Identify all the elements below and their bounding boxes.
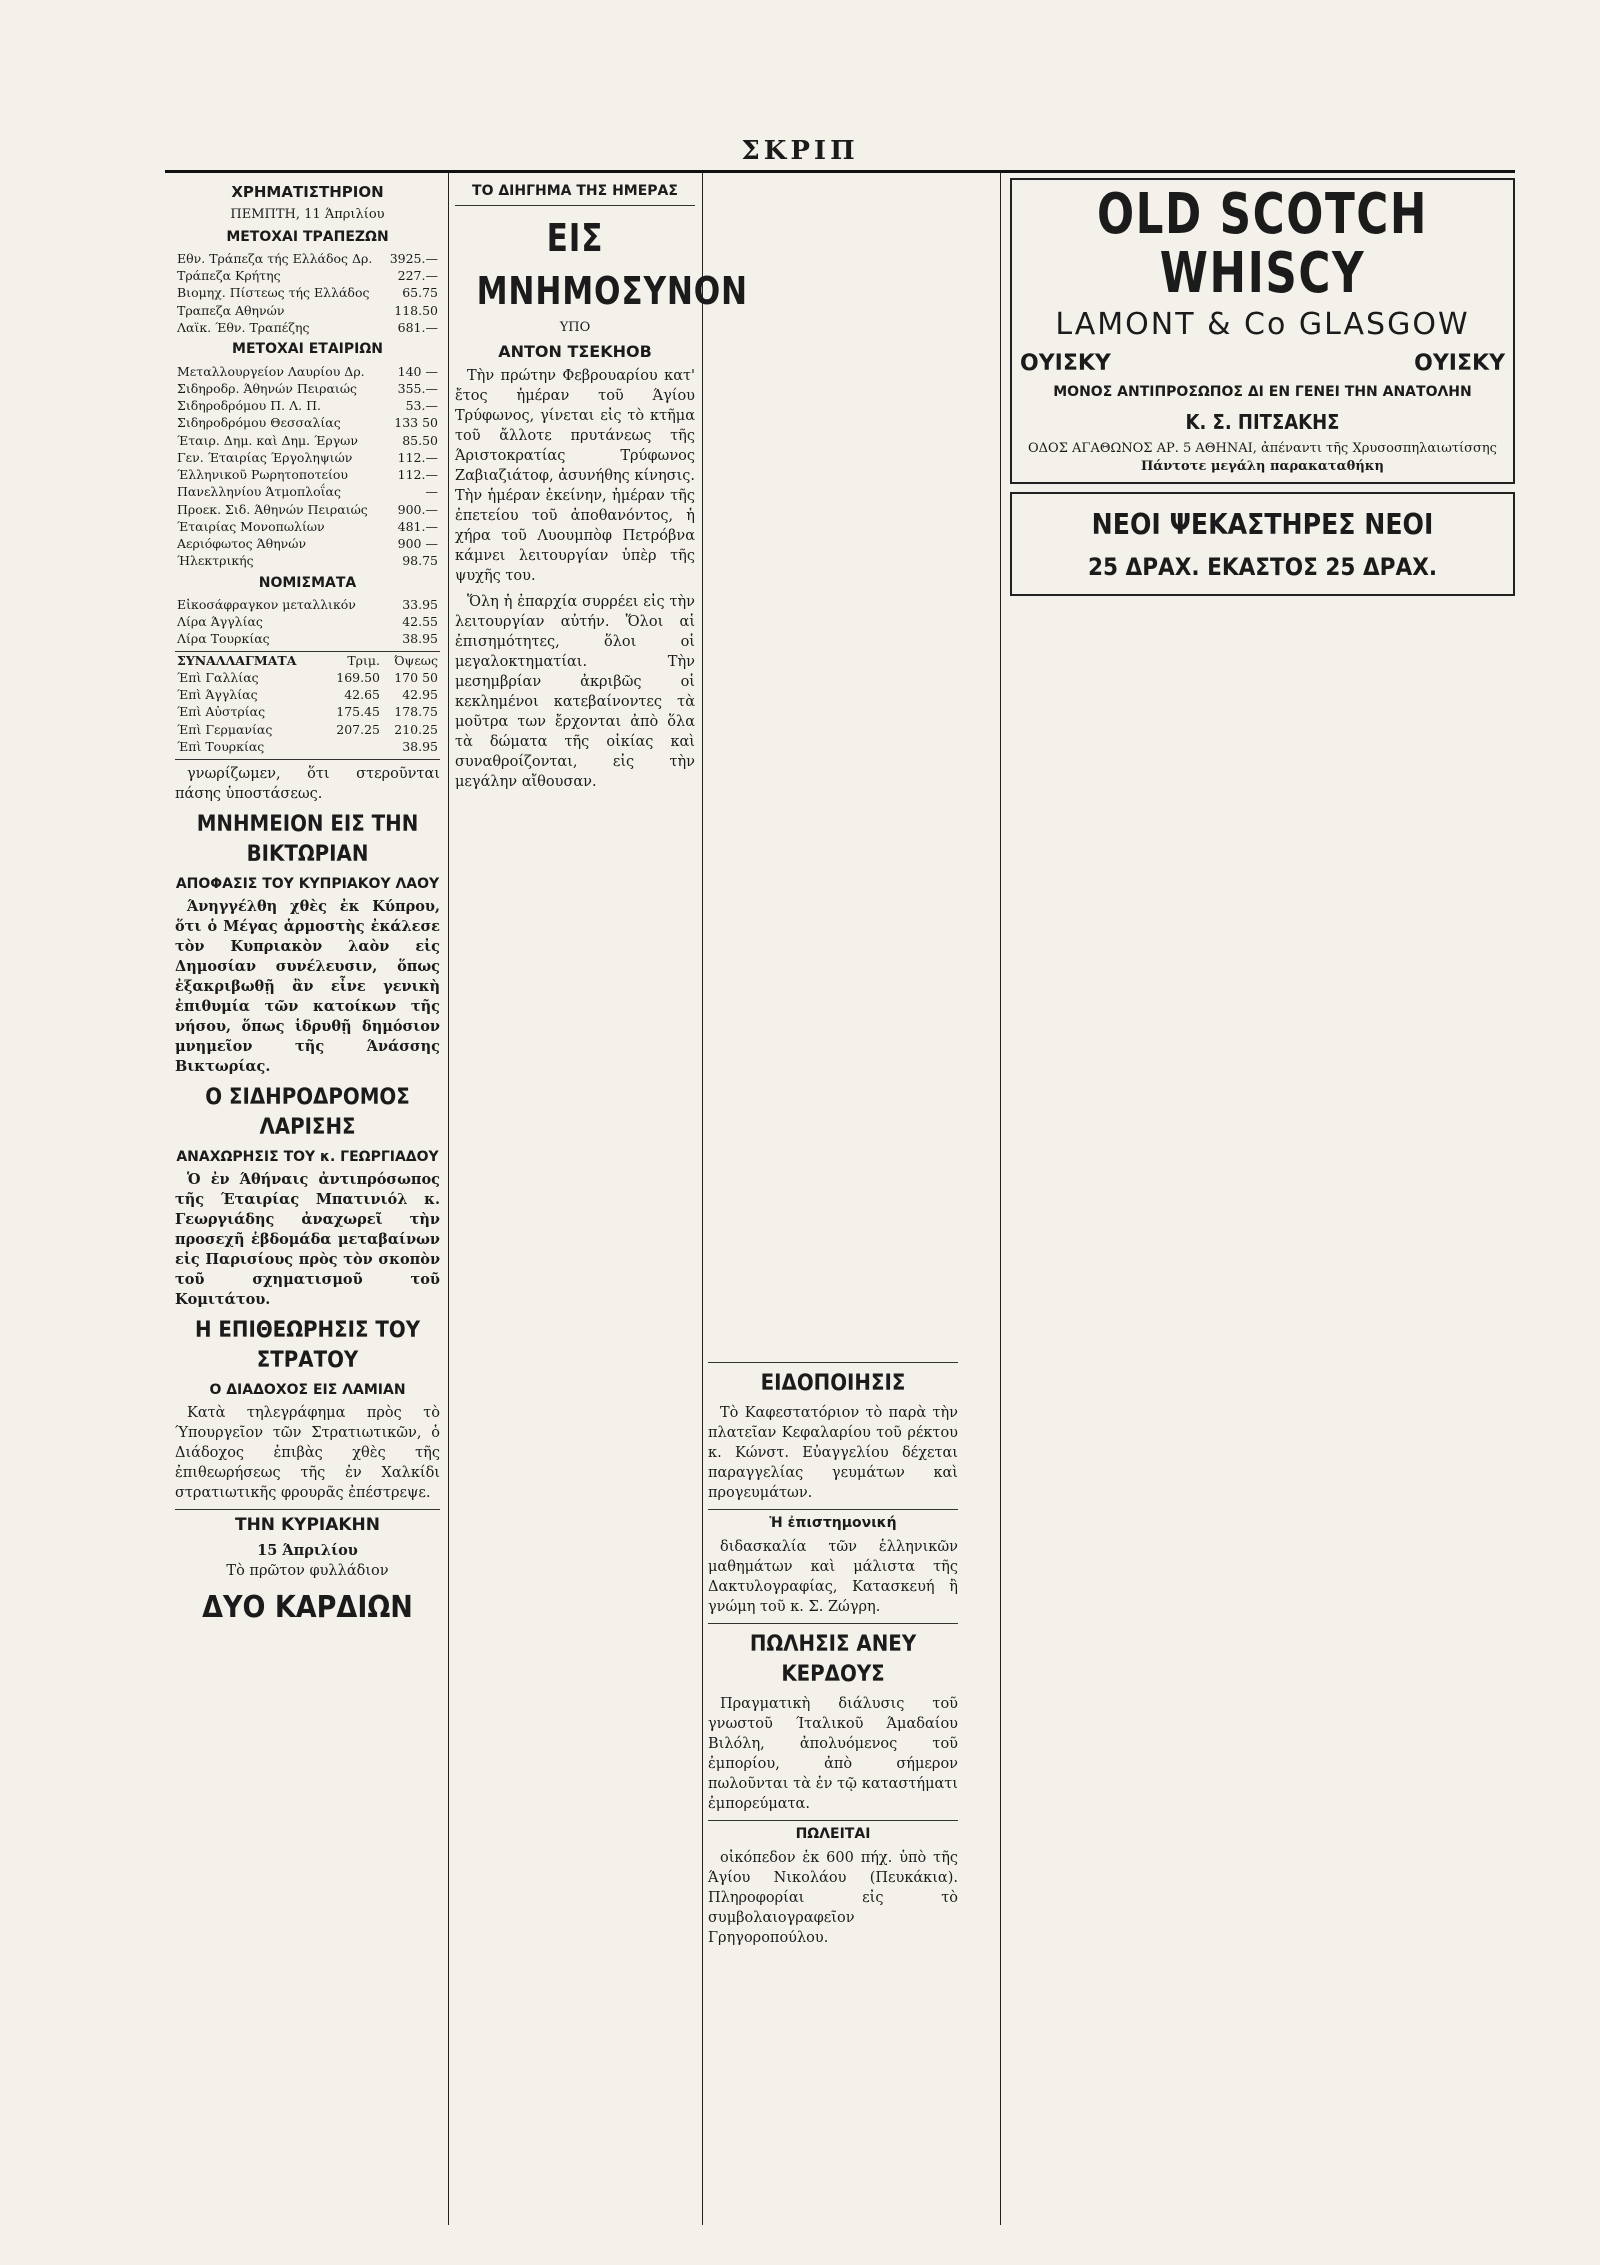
- quote-name: Γεν. Έταιρίας Έργοληψιών: [177, 449, 353, 465]
- victoria-subtitle: ΑΠΟΦΑΣΙΣ ΤΟΥ ΚΥΠΡΙΑΚΟΥ ΛΑΟΥ: [175, 875, 440, 892]
- story-kicker: ΤΟ ΔΙΗΓΗΜΑ ΤΗΣ ΗΜΕΡΑΣ: [472, 183, 678, 199]
- divider: [708, 1820, 958, 1821]
- fx-term: 207.25: [336, 721, 381, 737]
- table-row: [175, 738, 440, 755]
- railway-subtitle: ΑΝΑΧΩΡΗΣΙΣ ΤΟΥ κ. ΓΕΩΡΓΙΑΔΟΥ: [176, 1148, 439, 1165]
- divider: [175, 759, 440, 760]
- railway-body: Ὁ ἐν Άθήναις ἀντιπρόσωπος τῆς Έταιρίας Μπατινιόλ κ. Γεωργιάδης ἀναχωρεῖ τὴν προσεχῆ ἑβδομάδα μεταβαίνων εἰς Παρισίους πρὸς τὸν σκοπὸν τοῦ σχηματισμοῦ τοῦ Κομιτάτου.: [175, 1171, 440, 1309]
- quote-name: Λίρα Άγγλίας: [177, 614, 263, 630]
- table-row: [175, 250, 440, 267]
- column-rule-2: [702, 172, 703, 2225]
- fx-term: [324, 738, 382, 755]
- victoria-body: Άνηγγέλθη χθὲς ἐκ Κύπρου, ὅτι ὁ Μέγας ἁρμοστὴς ἐκάλεσε τὸν Κυπριακὸν λαὸν εἰς Δημοσίαν συνέλευσιν, ὅπως ἐξακριβωθῇ ἂν εἶνε γενικὴ ἐπιθυμία τῶν κατοίκων τῆς νήσου, ὅπως ἱδρυθῇ δημόσιον μνημεῖον τῆς Άνάσσης Βικτωρίας.: [175, 898, 440, 1076]
- quote-name: Σιδηροδρόμου Π. Λ. Π.: [177, 398, 321, 413]
- table-row: [175, 552, 440, 569]
- notices-body: Τὸ Καφεστατόριον τὸ παρὰ τὴν πλατεῖαν Κεφαλαρίου τοῦ ρέκτου κ. Κώνστ. Εὐαγγελίου δέχεται παραγγελίας γευμάτων καὶ προγευμάτων.: [708, 1405, 958, 1502]
- table-row: [175, 267, 440, 284]
- table-row: [175, 397, 440, 414]
- quote-name: Σιδηροδρόμου Θεσσαλίας: [177, 415, 341, 431]
- quote-name: Εθν. Τράπεζα τής Ελλάδος Δρ.: [177, 250, 373, 266]
- science-body: διδασκαλία τῶν ἑλληνικῶν μαθημάτων καὶ μάλιστα τῆς Δακτυλογραφίας, Κατασκευή ἢ γνώμη τοῦ κ. Σ. Ζώγρη.: [708, 1538, 958, 1615]
- whisky-label: ΟΥΙΣΚΥ: [1020, 350, 1111, 376]
- column-4-ads: [1010, 178, 1515, 2228]
- sale-body: Πραγματικὴ διάλυσις τοῦ γνωστοῦ Ίταλικοῦ Άμαδαίου Βιλόλη, ἀπολυόμενος τοῦ ἐμπορίου, ἀπὸ σήμερον πωλοῦνται τὰ ἐν τῷ καταστήματι ἐμπορεύματα.: [708, 1696, 958, 1813]
- fx-header-row: [175, 651, 440, 669]
- science-title: Ἡ ἐπιστημονική: [769, 1515, 897, 1532]
- quote-value: 112.—: [397, 449, 438, 465]
- table-row: [175, 414, 440, 431]
- fx-header: Τριμ.: [347, 652, 381, 668]
- company-shares-table: [175, 363, 440, 570]
- column-3: [708, 178, 958, 2228]
- whisky-title: OLD SCOTCH WHISCY: [1096, 182, 1429, 306]
- whisky-label: ΟΥΙΣΚΥ: [1414, 350, 1505, 376]
- whisky-rep: ΜΟΝΟΣ ΑΝΤΙΠΡΟΣΩΠΟΣ ΔΙ ΕΝ ΓΕΝΕΙ ΤΗΝ ΑΝΑΤΟΛΗΝ: [1053, 384, 1472, 401]
- sunday-line: Τὸ πρῶτον φυλλάδιον: [226, 1562, 389, 1579]
- table-row: [175, 363, 440, 380]
- quote-value: 112.—: [397, 467, 438, 482]
- quote-value: 53.—: [405, 398, 438, 413]
- quote-value: 65.75: [402, 285, 438, 301]
- quote-value: 681.—: [397, 319, 438, 335]
- quote-name: Λαϊκ. Έθν. Τραπέζης: [177, 319, 310, 335]
- quote-name: Έλληνικοῦ Ρωρητοποτείου: [177, 467, 349, 482]
- masthead-rule: [165, 170, 1515, 173]
- exchange-title: ΧΡΗΜΑΤΙΣΤΗΡΙΟΝ: [231, 183, 384, 201]
- whisky-label-row: [1020, 349, 1505, 379]
- divider: [708, 1509, 958, 1510]
- column-rule-3: [1000, 172, 1001, 2225]
- divider: [175, 1509, 440, 1510]
- table-row: [175, 483, 440, 500]
- fx-name: Έπὶ Γαλλίας: [177, 669, 259, 685]
- whisky-ad: [1010, 178, 1515, 484]
- company-shares-title: ΜΕΤΟΧΑΙ ΕΤΑΙΡΙΩΝ: [232, 341, 383, 358]
- currency-table: [175, 596, 440, 648]
- story-continuation-area: [708, 178, 958, 1358]
- column-rule-1: [448, 172, 449, 2225]
- sprayers-ad: [1010, 492, 1515, 596]
- quote-name: Μεταλλουργείον Λαυρίου Δρ.: [177, 363, 365, 379]
- fx-sight: 38.95: [402, 738, 438, 754]
- exchange-date: ΠΕΜΠΤΗ, 11 Άπριλίου: [230, 206, 385, 222]
- table-row: [175, 432, 440, 449]
- table-row: [175, 466, 440, 483]
- quote-name: Τράπεζα Κρήτης: [177, 268, 281, 284]
- table-row: [175, 380, 440, 397]
- table-row: [175, 721, 440, 738]
- quote-name: Εἰκοσάφραγκον μεταλλικόν: [177, 596, 356, 612]
- table-row: [175, 518, 440, 535]
- table-row: [175, 302, 440, 319]
- quote-value: —: [425, 484, 438, 500]
- table-row: [175, 686, 440, 703]
- column-1: [175, 178, 440, 2228]
- quote-value: 118.50: [394, 302, 438, 318]
- sunday-big: ΔΥΟ ΚΑΡΔΙΩΝ: [202, 1589, 413, 1625]
- story-by: ΥΠΟ: [559, 320, 591, 336]
- quote-value: 33.95: [402, 596, 438, 612]
- fx-sight: 210.25: [394, 721, 438, 737]
- whisky-address: ΟΔΟΣ ΑΓΑΘΩΝΟΣ ΑΡ. 5 ΑΘΗΝΑΙ, ἀπέναντι τῆς Χρυσοσπηλαιωτίσσης: [1028, 441, 1497, 457]
- masthead: ΣΚΡΙΠ: [741, 136, 859, 166]
- quote-name: Αεριόφωτος Άθηνών: [177, 536, 307, 551]
- story-author: ΑΝΤΟΝ ΤΣΕΚΗΟΒ: [498, 342, 652, 362]
- sunday-title: ΤΗΝ ΚΥΡΙΑΚΗΝ: [234, 1515, 381, 1536]
- quote-name: Τραπεζα Αθηνών: [177, 302, 285, 318]
- table-row: [175, 613, 440, 630]
- story-paragraph: Τὴν πρώτην Φεβρουαρίου κατ' ἔτος ἡμέραν τοῦ Άγίου Τρύφωνος, γίνεται εἰς τὸ κτῆμα τοῦ ἄλλοτε πρυτάνεως τῆς Άριστοκρατίας Τρύφωνος Ζαβιαζιάτοφ, ἀσυνήθης κίνησις. Τὴν ἡμέραν ἐκείνην, ἡμέραν τῆς ἐπετείου τοῦ ἀποθανόντος, ἡ χήρα τοῦ Λυουμπὸφ Πετρόβνα κάμνει λειτουργίαν ὑπὲρ τῆς ψυχῆς του.: [455, 368, 695, 585]
- continued-text: γνωρίζωμεν, ὅτι στεροῦνται πάσης ὑποστάσεως.: [175, 766, 440, 803]
- table-row: [175, 703, 440, 720]
- quote-name: Σιδηροδρ. Άθηνών Πειραιώς: [177, 380, 358, 396]
- army-subtitle: Ο ΔΙΑΔΟΧΟΣ ΕΙΣ ΛΑΜΙΑΝ: [209, 1381, 406, 1398]
- fx-name: Έπὶ Άγγλίας: [177, 687, 258, 703]
- fx-term: 175.45: [336, 704, 381, 720]
- railway-title: Ο ΣΙΔΗΡΟΔΡΟΜΟΣ ΛΑΡΙΣΗΣ: [205, 1085, 410, 1141]
- fx-table: [175, 651, 440, 756]
- quote-name: Έταιρίας Μονοπωλίων: [177, 518, 325, 534]
- story-title: ΕΙΣ ΜΝΗΜΟΣΥΝΟΝ: [476, 216, 748, 313]
- fx-sight: 178.75: [394, 704, 438, 720]
- table-row: [175, 596, 440, 613]
- sprayers-price: 25 ΔΡΑΧ. ΕΚΑΣΤΟΣ 25 ΔΡΑΧ.: [1087, 552, 1438, 581]
- table-row: [175, 630, 440, 647]
- fx-name: Έπὶ Αὐστρίας: [177, 704, 266, 720]
- fx-term: 42.65: [344, 687, 381, 703]
- quote-value: 355.—: [397, 380, 438, 396]
- quote-name: Πανελληνίου Άτμοπλοΐας: [177, 484, 341, 500]
- fx-name: Έπὶ Γερμανίας: [177, 721, 273, 737]
- quote-name: Έταιρ. Δημ. καὶ Δημ. Έργων: [177, 432, 358, 448]
- table-row: [175, 535, 440, 552]
- table-row: [175, 669, 440, 686]
- column-2: [455, 178, 748, 2228]
- army-body: Κατὰ τηλεγράφημα πρὸς τὸ Ύπουργεῖον τῶν Στρατιωτικῶν, ὁ Διάδοχος ἐπιβὰς χθὲς τῆς ἐπιθεωρήσεως τῆς ἐν Χαλκίδι στρατιωτικῆς φρουρᾶς ἐπέστρεψε.: [175, 1405, 440, 1502]
- whisky-sub: LAMONT & Co GLASGOW: [1055, 306, 1470, 342]
- quote-value: 133 50: [394, 415, 438, 431]
- quote-value: 140 —: [397, 363, 438, 379]
- quote-value: 900 —: [397, 536, 438, 551]
- table-row: [175, 284, 440, 301]
- notices-title: ΕΙΔΟΠΟΙΗΣΙΣ: [760, 1371, 906, 1396]
- bank-shares-title: ΜΕΤΟΧΑΙ ΤΡΑΠΕΖΩΝ: [226, 228, 389, 245]
- quote-value: 3925.—: [389, 250, 438, 266]
- fx-header: ΣΥΝΑΛΛΑΓΜΑΤΑ: [177, 652, 297, 668]
- table-row: [175, 319, 440, 336]
- whisky-name: Κ. Σ. ΠΙΤΣΑΚΗΣ: [1185, 409, 1340, 434]
- sale-title: ΠΩΛΗΣΙΣ ΑΝΕΥ ΚΕΡΔΟΥΣ: [749, 1631, 917, 1688]
- quote-value: 85.50: [402, 432, 438, 448]
- quote-name: Προεκ. Σιδ. Άθηνών Πειραιώς: [177, 501, 368, 517]
- quote-name: Λίρα Τουρκίας: [177, 631, 270, 647]
- currency-title: ΝΟΜΙΣΜΑΤΑ: [258, 574, 357, 591]
- table-row: [175, 501, 440, 518]
- quote-value: 98.75: [402, 553, 438, 569]
- whisky-note: Πάντοτε μεγάλη παρακαταθήκη: [1141, 459, 1384, 475]
- divider: [708, 1362, 958, 1363]
- quote-value: 481.—: [397, 518, 438, 534]
- quote-value: 42.55: [402, 614, 438, 630]
- quote-name: Βιομηχ. Πίστεως τής Ελλάδος: [177, 285, 370, 301]
- sunday-date: 15 Άπριλίου: [257, 1541, 358, 1559]
- army-title: Η ΕΠΙΘΕΩΡΗΣΙΣ ΤΟΥ ΣΤΡΑΤΟΥ: [194, 1318, 421, 1374]
- quote-value: 38.95: [402, 631, 438, 647]
- divider: [455, 205, 695, 206]
- sprayers-title: ΝΕΟΙ ΨΕΚΑΣΤΗΡΕΣ ΝΕΟΙ: [1091, 508, 1434, 542]
- fx-term: 169.50: [336, 669, 381, 685]
- fx-sight: 42.95: [402, 687, 438, 703]
- divider: [708, 1623, 958, 1624]
- victoria-title: ΜΝΗΜΕΙΟΝ ΕΙΣ ΤΗΝ ΒΙΚΤΩΡΙΑΝ: [196, 812, 419, 868]
- quote-value: 227.—: [397, 268, 438, 284]
- table-row: [175, 449, 440, 466]
- quote-value: 900.—: [397, 501, 438, 517]
- fx-name: Έπὶ Τουρκίας: [177, 738, 265, 754]
- quote-name: Ήλεκτρικής: [177, 553, 254, 569]
- fx-sight: 170 50: [394, 669, 438, 685]
- story-paragraph: Ὅλη ἡ ἐπαρχία συρρέει εἰς τὴν λειτουργίαν αὐτήν. Ὅλοι αἱ ἐπισημότητες, ὅλοι οἱ μεγαλοκτηματίαι. Τὴν μεσημβρίαν ἀκριβῶς οἱ κεκλημένοι κατεβαίνοντες τὰ μοῦτρα των ἔρχονται ἀπὸ ὅλα τὰ δώματα τῆς οἰκίας καὶ συναθροίζονται, εἰς τὴν μεγάλην αἴθουσαν.: [455, 594, 695, 791]
- for-sale-body: οἰκόπεδον ἐκ 600 πήχ. ὑπὸ τῆς Άγίου Νικολάου (Πευκάκια). Πληροφορίαι εἰς τὸ συμβολαιογραφεῖον Γρηγοροπούλου.: [708, 1849, 958, 1946]
- fx-header: Όψεως: [394, 652, 438, 668]
- for-sale-title: ΠΩΛΕΙΤΑΙ: [795, 1826, 871, 1843]
- bank-shares-table: [175, 250, 440, 336]
